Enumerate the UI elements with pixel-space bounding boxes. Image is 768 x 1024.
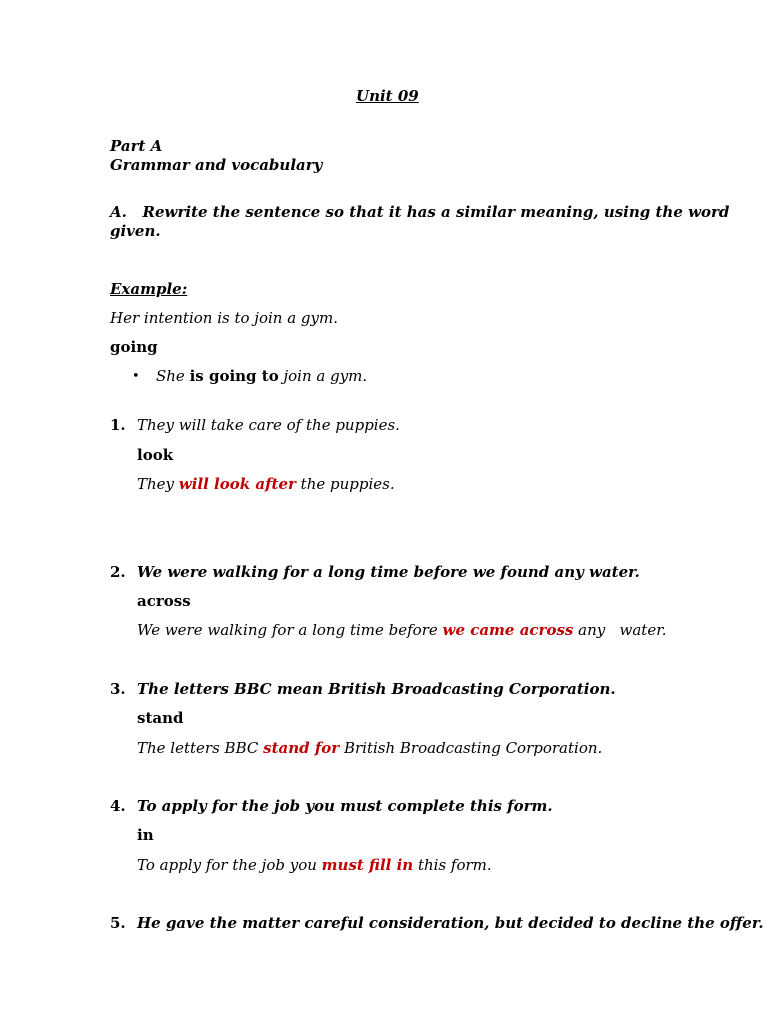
item-sentence: He gave the matter careful consideration, but decided to decline the offer.: [137, 914, 764, 932]
answer-pre: To apply for the job you: [137, 856, 322, 874]
item-number: 2.: [110, 563, 126, 581]
instruction-line-2: given.: [110, 222, 161, 240]
instruction-line-1: [110, 203, 729, 222]
item-number: 1.: [110, 416, 126, 434]
item-answer: [137, 856, 492, 875]
answer-key: stand for: [263, 739, 340, 757]
section-subtitle: Grammar and vocabulary: [110, 156, 323, 174]
answer-pre: The letters BBC: [137, 739, 264, 757]
bullet-icon: •: [132, 369, 140, 384]
item-sentence: They will take care of the puppies.: [137, 416, 400, 434]
item-sentence: To apply for the job you must complete this form.: [137, 797, 553, 815]
item-answer: [137, 475, 395, 494]
item-number: 5.: [110, 914, 126, 932]
item-key-word: across: [137, 592, 191, 610]
example-sentence: Her intention is to join a gym.: [110, 309, 338, 327]
instruction-letter: A.: [110, 203, 127, 221]
answer-post: any water.: [573, 621, 667, 639]
answer-pre: They: [137, 475, 179, 493]
unit-title: Unit 09: [356, 87, 419, 105]
example-answer-key: is going to: [189, 367, 279, 385]
answer-key: we came across: [442, 621, 574, 639]
item-number: 3.: [110, 680, 126, 698]
answer-post: the puppies.: [295, 475, 395, 493]
example-answer: [156, 367, 367, 386]
example-key-word: going: [110, 338, 158, 356]
instruction-text: Rewrite the sentence so that it has a similar meaning, using the word: [142, 203, 730, 221]
answer-pre: We were walking for a long time before: [137, 621, 443, 639]
example-answer-post: join a gym.: [278, 367, 368, 385]
item-sentence: We were walking for a long time before we found any water.: [137, 563, 640, 581]
item-key-word: stand: [137, 709, 184, 727]
answer-post: British Broadcasting Corporation.: [339, 739, 603, 757]
item-key-word: in: [137, 826, 154, 844]
answer-post: this form.: [413, 856, 492, 874]
item-answer: [137, 621, 667, 640]
example-answer-pre: She: [156, 367, 190, 385]
item-sentence: The letters BBC mean British Broadcasting Corporation.: [137, 680, 616, 698]
part-heading: Part A: [110, 137, 163, 155]
item-number: 4.: [110, 797, 126, 815]
item-answer: [137, 739, 602, 758]
answer-key: will look after: [178, 475, 296, 493]
item-key-word: look: [137, 446, 174, 464]
answer-key: must fill in: [321, 856, 414, 874]
example-label: Example:: [110, 280, 188, 298]
